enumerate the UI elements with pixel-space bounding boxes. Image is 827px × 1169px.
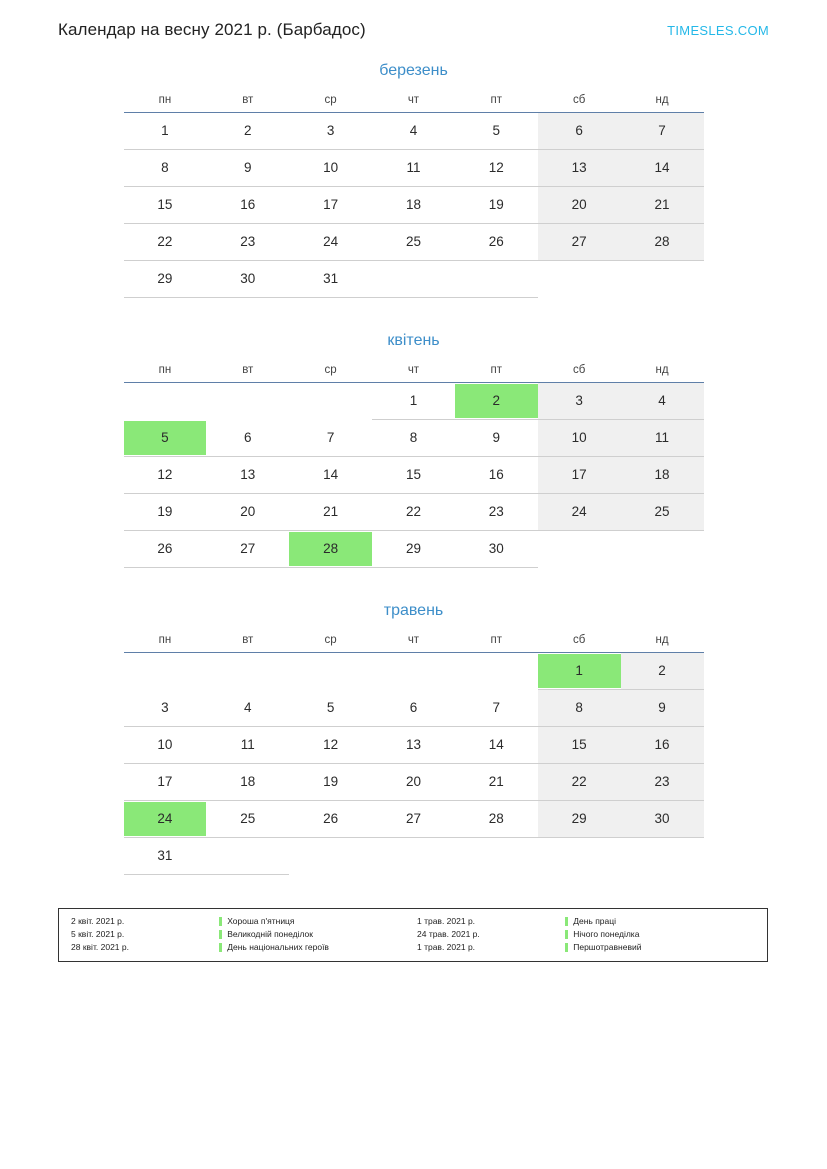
day-number: 10 (157, 737, 173, 752)
day-cell[interactable] (621, 383, 704, 420)
day-cell[interactable] (206, 150, 289, 187)
day-cell-empty (206, 383, 289, 420)
day-cell[interactable] (372, 531, 455, 568)
day-number: 25 (405, 234, 421, 249)
day-cell-holiday[interactable] (124, 420, 207, 457)
brand-logo: TIMESLES.COM (667, 23, 769, 38)
month-table (124, 364, 704, 568)
day-number: 29 (157, 271, 173, 286)
day-number: 13 (405, 737, 421, 752)
day-number: 26 (157, 541, 173, 556)
weekday-header: вт (242, 94, 254, 106)
day-cell[interactable] (538, 420, 621, 457)
weekday-header: вт (242, 634, 254, 646)
day-number: 19 (157, 504, 173, 519)
day-cell[interactable] (124, 261, 207, 298)
day-cell[interactable] (538, 113, 621, 150)
day-number: 7 (492, 699, 501, 715)
day-cell-empty (621, 531, 704, 568)
day-number: 2 (455, 384, 538, 418)
day-number: 20 (240, 504, 256, 519)
day-cell[interactable] (538, 764, 621, 801)
day-number: 3 (326, 123, 335, 138)
month-block (119, 62, 709, 298)
weekday-header: чт (407, 364, 420, 376)
page-header (0, 0, 827, 40)
day-cell[interactable] (455, 150, 538, 187)
day-number: 29 (405, 541, 421, 556)
day-number: 30 (654, 811, 670, 826)
day-cell-holiday[interactable] (124, 801, 207, 838)
day-number (206, 383, 289, 419)
day-cell[interactable] (455, 531, 538, 568)
day-number: 1 (409, 393, 418, 408)
day-number: 7 (658, 123, 666, 138)
day-cell[interactable] (289, 727, 372, 764)
day-number (289, 653, 372, 689)
weekday-header: сб (572, 634, 586, 646)
day-number: 28 (488, 811, 504, 826)
day-cell[interactable] (621, 457, 704, 494)
day-cell[interactable] (372, 420, 455, 457)
day-number: 24 (124, 802, 207, 836)
day-cell[interactable] (206, 764, 289, 801)
day-number: 11 (406, 160, 421, 175)
day-number: 3 (161, 699, 169, 715)
day-number: 9 (492, 430, 501, 445)
day-number (289, 838, 372, 874)
day-cell[interactable] (538, 801, 621, 838)
day-cell[interactable] (289, 801, 372, 838)
day-cell[interactable] (621, 653, 704, 690)
month-block (119, 332, 709, 568)
day-cell[interactable] (455, 224, 538, 261)
day-cell-holiday[interactable] (289, 531, 372, 568)
day-number: 12 (488, 160, 504, 175)
day-cell[interactable] (621, 764, 704, 801)
day-cell[interactable] (538, 224, 621, 261)
day-cell[interactable] (455, 727, 538, 764)
week-row (124, 653, 704, 690)
day-number: 12 (157, 467, 173, 482)
day-number: 25 (654, 504, 670, 519)
holiday-legend (58, 908, 768, 962)
day-number: 17 (157, 774, 173, 789)
day-cell[interactable] (372, 113, 455, 150)
legend-column-left (67, 915, 413, 954)
week-row (124, 494, 704, 531)
day-cell[interactable] (621, 187, 704, 224)
day-number: 5 (326, 699, 335, 715)
legend-holiday-name: Нічого понеділка (565, 928, 759, 941)
week-row (124, 420, 704, 457)
day-cell-empty (372, 838, 455, 875)
day-cell-empty (538, 838, 621, 875)
day-cell[interactable] (206, 801, 289, 838)
day-cell[interactable] (538, 690, 621, 727)
day-cell[interactable] (621, 494, 704, 531)
day-cell[interactable] (124, 764, 207, 801)
day-cell (372, 261, 455, 298)
weekday-header: сб (572, 94, 586, 106)
day-number: 10 (571, 430, 587, 445)
legend-date: 5 квіт. 2021 р. (71, 929, 125, 939)
legend-dates-right (413, 915, 565, 954)
legend-date: 2 квіт. 2021 р. (71, 916, 125, 926)
day-number: 13 (571, 160, 587, 175)
day-number: 2 (658, 663, 666, 678)
day-number: 27 (405, 811, 421, 826)
day-cell[interactable] (455, 187, 538, 224)
legend-dates-left (67, 915, 219, 954)
day-cell[interactable] (124, 187, 207, 224)
day-number: 27 (240, 541, 256, 556)
legend-holiday-name: Хороша п'ятниця (219, 915, 413, 928)
day-cell[interactable] (124, 494, 207, 531)
day-cell[interactable] (289, 457, 372, 494)
day-cell[interactable] (372, 224, 455, 261)
day-cell-empty (206, 653, 289, 690)
day-cell[interactable] (206, 494, 289, 531)
weekday-header: вт (242, 364, 254, 376)
day-number: 4 (658, 393, 666, 408)
day-number (124, 383, 207, 419)
day-number (621, 838, 704, 874)
day-cell[interactable] (206, 420, 289, 457)
weekday-header: пт (490, 364, 503, 376)
day-cell[interactable] (206, 261, 289, 298)
day-cell-empty (289, 838, 372, 875)
week-row (124, 261, 704, 298)
day-number (206, 838, 289, 874)
day-cell[interactable] (372, 187, 455, 224)
weekday-header: пн (158, 94, 172, 106)
legend-names-left (219, 915, 413, 954)
day-cell-empty (289, 383, 372, 420)
page-title: Календар на весну 2021 р. (Барбадос) (58, 20, 366, 39)
day-number (372, 653, 455, 689)
day-cell-empty (455, 838, 538, 875)
day-number: 16 (240, 197, 256, 212)
weekday-header: нд (655, 94, 669, 106)
day-cell[interactable] (538, 187, 621, 224)
legend-holiday-name: День національних героїв (219, 941, 413, 954)
day-cell-empty (124, 383, 207, 420)
day-number: 4 (244, 699, 252, 715)
day-number: 2 (244, 123, 252, 138)
day-number (621, 261, 704, 297)
day-cell[interactable] (206, 727, 289, 764)
day-number (289, 383, 372, 419)
legend-date: 24 трав. 2021 р. (417, 929, 480, 939)
day-cell[interactable] (289, 224, 372, 261)
day-number: 14 (654, 160, 670, 175)
day-number (538, 261, 621, 297)
day-cell-empty (538, 531, 621, 568)
day-cell[interactable] (455, 764, 538, 801)
month-title: квітень (387, 332, 440, 349)
day-cell[interactable] (372, 690, 455, 727)
day-number: 24 (323, 234, 339, 249)
day-number: 8 (409, 430, 418, 445)
day-cell[interactable] (124, 150, 207, 187)
day-cell[interactable] (621, 224, 704, 261)
day-number (372, 838, 455, 874)
day-number: 8 (575, 700, 583, 715)
day-cell[interactable] (289, 494, 372, 531)
day-number: 16 (654, 737, 670, 752)
day-cell[interactable] (206, 224, 289, 261)
day-number: 11 (240, 737, 255, 752)
day-cell[interactable] (206, 690, 289, 727)
day-cell[interactable] (372, 764, 455, 801)
day-cell[interactable] (538, 494, 621, 531)
week-row (124, 187, 704, 224)
calendars-container (0, 62, 827, 875)
weekday-header: сб (572, 364, 586, 376)
day-number: 24 (571, 504, 587, 519)
weekday-header: нд (655, 634, 669, 646)
day-cell[interactable] (289, 764, 372, 801)
day-cell[interactable] (455, 494, 538, 531)
day-number: 14 (323, 467, 339, 482)
day-number (538, 531, 621, 567)
day-number: 15 (157, 197, 173, 212)
day-number (455, 261, 538, 297)
day-number: 1 (538, 654, 621, 688)
day-number: 5 (124, 421, 207, 455)
day-number: 29 (571, 811, 587, 826)
day-number: 16 (488, 467, 504, 482)
day-number: 6 (575, 123, 583, 138)
day-cell[interactable] (289, 150, 372, 187)
day-number: 27 (571, 234, 587, 249)
day-cell-empty (455, 653, 538, 690)
week-row (124, 457, 704, 494)
weekday-header: ср (324, 94, 337, 106)
week-row (124, 764, 704, 801)
day-number: 1 (161, 123, 169, 138)
day-number: 30 (488, 541, 504, 556)
day-number: 28 (654, 234, 670, 249)
day-number: 26 (323, 811, 339, 826)
week-row (124, 727, 704, 764)
day-cell[interactable] (455, 420, 538, 457)
day-cell[interactable] (124, 838, 207, 875)
day-cell[interactable] (124, 113, 207, 150)
day-number: 3 (575, 393, 583, 408)
day-number: 26 (488, 234, 504, 249)
day-number (538, 838, 621, 874)
day-cell (206, 838, 289, 875)
day-cell[interactable] (206, 457, 289, 494)
month-table (124, 634, 704, 875)
day-number: 18 (405, 197, 421, 212)
day-number: 7 (326, 429, 335, 445)
day-number: 14 (488, 737, 504, 752)
day-number: 19 (488, 197, 504, 212)
weekday-header: чт (407, 94, 420, 106)
day-cell[interactable] (621, 150, 704, 187)
day-cell[interactable] (372, 457, 455, 494)
day-cell[interactable] (621, 727, 704, 764)
day-cell[interactable] (455, 801, 538, 838)
day-number: 15 (405, 467, 421, 482)
week-row (124, 383, 704, 420)
day-number: 21 (488, 774, 504, 789)
day-number: 17 (323, 197, 339, 212)
weekday-header: ср (324, 634, 337, 646)
day-number: 25 (240, 811, 256, 826)
day-number: 18 (240, 774, 256, 789)
day-number: 13 (240, 467, 256, 482)
weekday-header: пт (490, 634, 503, 646)
day-cell[interactable] (621, 690, 704, 727)
weekday-header: пт (490, 94, 503, 106)
day-cell-empty (289, 653, 372, 690)
legend-date: 1 трав. 2021 р. (417, 916, 476, 926)
day-cell[interactable] (289, 113, 372, 150)
day-number (372, 261, 455, 297)
day-cell[interactable] (206, 531, 289, 568)
day-number: 31 (323, 271, 339, 286)
week-row (124, 801, 704, 838)
day-number: 9 (244, 160, 252, 175)
day-cell[interactable] (124, 531, 207, 568)
legend-holiday-name: Першотравневий (565, 941, 759, 954)
day-number: 23 (240, 234, 256, 249)
day-number: 22 (571, 774, 587, 789)
month-block (119, 602, 709, 875)
weekday-header: чт (407, 634, 420, 646)
day-cell-empty (124, 653, 207, 690)
day-number: 4 (409, 123, 418, 138)
legend-column-right (413, 915, 759, 954)
day-cell[interactable] (621, 113, 704, 150)
weekday-header: нд (655, 364, 669, 376)
day-cell[interactable] (538, 727, 621, 764)
day-number: 12 (323, 737, 339, 752)
day-number (455, 838, 538, 874)
day-number: 6 (244, 429, 252, 445)
day-cell[interactable] (124, 690, 207, 727)
day-cell[interactable] (621, 801, 704, 838)
day-number: 23 (488, 504, 504, 519)
day-cell[interactable] (289, 420, 372, 457)
day-number: 8 (161, 160, 169, 175)
day-cell-empty (621, 838, 704, 875)
day-cell[interactable] (372, 383, 455, 420)
week-row (124, 838, 704, 875)
day-number: 17 (571, 467, 587, 482)
day-cell[interactable] (455, 690, 538, 727)
day-cell[interactable] (455, 457, 538, 494)
day-number (455, 653, 538, 689)
day-number: 6 (409, 699, 418, 715)
day-cell[interactable] (206, 113, 289, 150)
day-cell[interactable] (372, 494, 455, 531)
week-row (124, 150, 704, 187)
legend-holiday-name: Великодній понеділок (219, 928, 413, 941)
day-cell-empty (372, 653, 455, 690)
day-number: 23 (654, 774, 670, 789)
day-number: 21 (654, 197, 670, 212)
day-number (124, 653, 207, 689)
legend-names-right (565, 915, 759, 954)
day-number: 28 (289, 532, 372, 566)
week-row (124, 531, 704, 568)
day-cell-holiday[interactable] (538, 653, 621, 690)
day-cell[interactable] (372, 801, 455, 838)
day-number: 15 (571, 737, 587, 752)
day-cell[interactable] (289, 261, 372, 298)
day-number: 19 (323, 774, 339, 789)
day-cell (455, 261, 538, 298)
day-cell[interactable] (455, 113, 538, 150)
day-number: 30 (240, 271, 256, 286)
legend-date: 28 квіт. 2021 р. (71, 942, 129, 952)
month-title: березень (379, 62, 448, 79)
day-cell[interactable] (538, 383, 621, 420)
month-title: травень (383, 602, 444, 619)
week-row (124, 113, 704, 150)
day-cell[interactable] (124, 224, 207, 261)
day-cell[interactable] (372, 727, 455, 764)
day-cell[interactable] (206, 187, 289, 224)
day-number: 21 (323, 504, 339, 519)
weekday-header: пн (158, 364, 172, 376)
day-number: 18 (654, 467, 670, 482)
legend-date: 1 трав. 2021 р. (417, 942, 476, 952)
day-cell[interactable] (538, 457, 621, 494)
day-number: 20 (571, 197, 587, 212)
weekday-header: ср (324, 364, 337, 376)
month-table (124, 94, 704, 298)
day-number: 22 (405, 504, 421, 519)
day-cell[interactable] (372, 150, 455, 187)
week-row (124, 224, 704, 261)
weekday-header: пн (158, 634, 172, 646)
day-cell[interactable] (289, 187, 372, 224)
day-cell[interactable] (621, 420, 704, 457)
day-cell[interactable] (124, 727, 207, 764)
day-number: 11 (655, 430, 670, 445)
day-number: 5 (492, 123, 501, 138)
week-row (124, 690, 704, 727)
day-number: 20 (405, 774, 421, 789)
day-number: 9 (658, 700, 666, 715)
day-number: 31 (157, 848, 173, 863)
day-cell-empty (621, 261, 704, 298)
day-cell[interactable] (124, 457, 207, 494)
day-number: 10 (323, 160, 339, 175)
legend-holiday-name: День праці (565, 915, 759, 928)
day-cell-holiday[interactable] (455, 383, 538, 420)
day-number (621, 531, 704, 567)
day-cell-empty (538, 261, 621, 298)
day-number (206, 653, 289, 689)
day-cell[interactable] (289, 690, 372, 727)
day-number: 22 (157, 234, 173, 249)
day-cell[interactable] (538, 150, 621, 187)
